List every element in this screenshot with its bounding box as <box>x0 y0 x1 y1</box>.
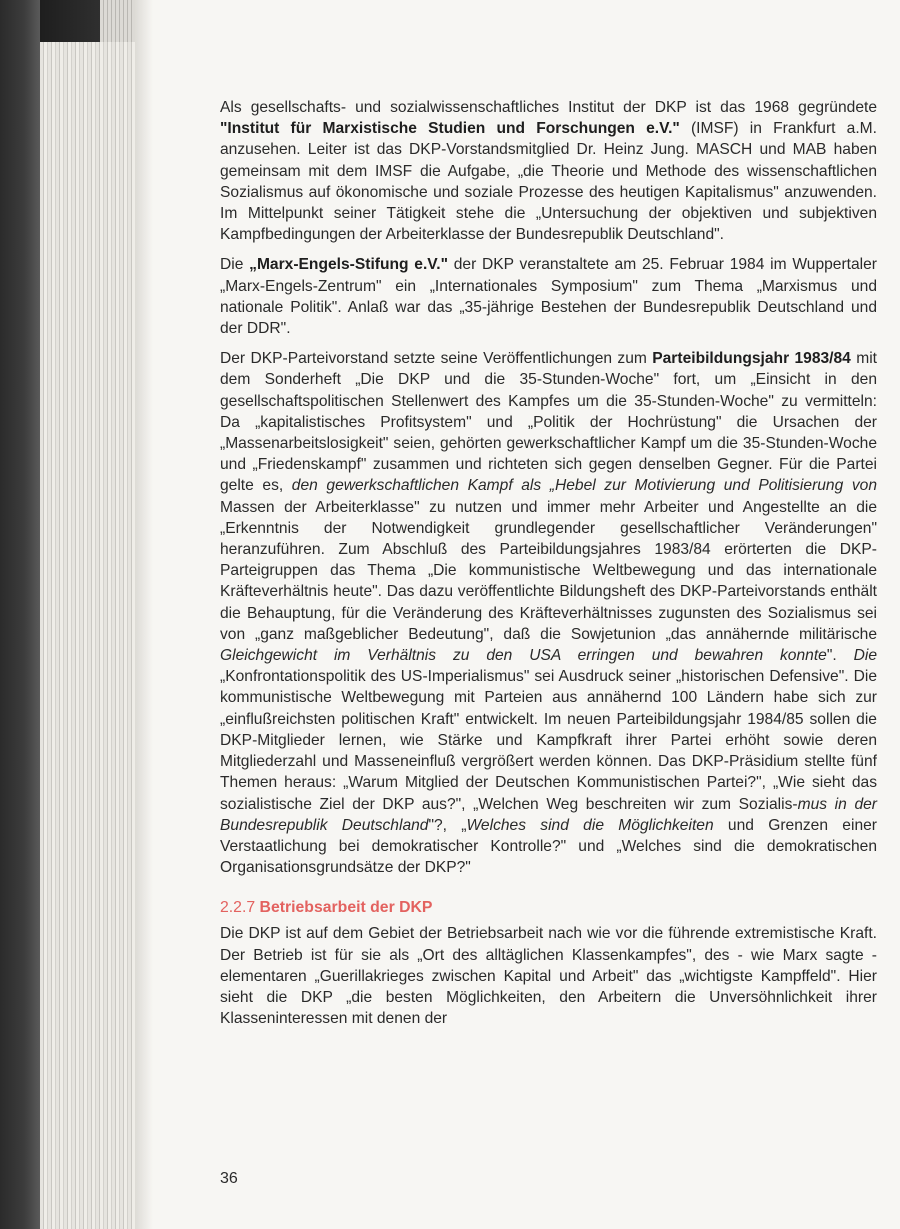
italic-run: den gewerkschaftlichen Kampf als „Hebel zur Motivierung und Politisierung von <box>291 477 878 495</box>
stacked-page-edges <box>40 42 135 1229</box>
italic-run: mus in der Bundesrepublik Deutschland <box>220 795 877 834</box>
text-run: (IMSF) in Frankfurt a.M. anzusehen. Leiter ist das DKP-Vorstandsmitglied Dr. Heinz Jung. MASCH und MAB haben gemeinsam mit dem IMSF die Aufgabe, „die Theorie und Methode des wissenschaftlichen Sozialismus auf ökonomische und soziale Prozesse des heutigen Kapitalismus" anzuwenden. Im Mittelpunkt seiner Tätigkeit stehe die „Untersuchung der objektiven und subjektiven Kampfbedingungen der Arbeiterklasse der Bundesrepublik Deutschland". <box>220 120 877 244</box>
text-run: „Konfrontationspolitik des US-Imperialismus" sei Ausdruck seiner „historischen Defensive". Die kommunistische Weltbewegung mit Parteien aus annähernd 100 Ländern habe sich zur „einflußreichsten politischen Kraft" entwickelt. Im neuen Parteibildungsjahr 1984/85 sollen die DKP-Mitglieder lernen, wie Stärke und Kampfkraft ihrer Partei erhöht sowie deren Mitgliederzahl und Masseneinfluß vergrößert werden können. Das DKP-Präsidium stellte fünf Themen heraus: „Warum Mitglied der Deutschen Kommunistischen Partei?", „Wie sieht das sozialistische Ziel der DKP aus?", „Welchen Weg beschreiten wir zum Sozialis- <box>220 668 877 813</box>
text-run: mit dem Sonderheft „Die DKP und die 35-Stunden-Woche" fort, um „Einsicht in den gesellschaftspolitischen Stellenwert des Kampfes um die 35-Stunden-Woche" zu vermitteln: Da „kapitalistisches Profitsystem" und „Politik der Hochrüstung" die Ursachen der „Massenarbeitslosigkeit" seien, gehörten gewerkschaftlicher Kampf um die 35-Stunden-Woche und „Friedenskampf" zusammen und richteten sich gegen denselben Gegner. Für die Partei gelte es, <box>220 350 877 495</box>
text-run: ". <box>826 647 854 665</box>
paragraph-marx-engels-stiftung <box>220 254 877 339</box>
italic-run: Gleichgewicht im Verhältnis zu den USA erringen und bewahren konnte <box>220 647 827 665</box>
institute-name: "Institut für Marxistische Studien und Forschungen e.V." <box>220 120 680 138</box>
text-run: und Grenzen einer Verstaatlichung bei demokratischer Kontrolle?" und „Welches sind die demokratischen Organisationsgrundsätze der DKP?" <box>220 816 877 877</box>
section-number: 2.2.7 <box>220 899 256 917</box>
text-run: "?, „ <box>428 816 467 834</box>
text-run: Massen der Arbeiterklasse" zu nutzen und immer mehr Arbeiter und Angestellte an die „Erkenntnis der Notwendigkeit grundlegender gesellschaftlicher Veränderungen" heranzuführen. Zum Abschluß des Parteibildungsjahres 1983/84 erörterten die DKP-Parteigruppen das Thema „Die kommunistische Weltbewegung und das internationale Kräfteverhältnis heute". Das dazu veröffentlichte Bildungsheft des DKP-Parteivorstands enthält die Behauptung, für die Veränderung des Kräfteverhältnisses zugunsten des Sozialismus sei von „ganz maßgeblicher Bedeutung", daß die Sowjetunion „das annähernde militärische <box>220 498 877 643</box>
italic-run: Welches sind die Möglichkeiten <box>466 816 714 834</box>
stacked-page-edges-top <box>100 0 135 42</box>
section-heading <box>220 897 877 918</box>
page-body <box>220 97 877 1038</box>
text-run: Die <box>220 256 250 274</box>
paragraph-parteibildungsjahr <box>220 348 877 878</box>
page-gutter <box>135 0 153 1229</box>
text-run: Als gesellschafts- und sozialwissenschaftliches Institut der DKP ist das 1968 gegründete <box>220 99 877 116</box>
text-run: der DKP veranstaltete am 25. Februar 1984 im Wuppertaler „Marx-Engels-Zentrum" ein „Internationales Symposium" zum Thema „Marxismus und nationale Politik". Anlaß war das „35-jährige Bestehen der Bundesrepublik Deutschland und der DDR". <box>220 256 877 338</box>
section-title: Betriebsarbeit der DKP <box>259 899 433 917</box>
italic-run: Die <box>853 647 877 665</box>
paragraph-imsf <box>220 97 877 245</box>
text-run: Der DKP-Parteivorstand setzte seine Veröffentlichungen zum <box>220 350 653 368</box>
book-binding-top-shadow <box>40 0 100 42</box>
page-number: 36 <box>220 1170 238 1187</box>
foundation-name: „Marx-Engels-Stifung e.V." <box>249 256 448 274</box>
bold-term: Parteibildungsjahr 1983/84 <box>652 350 851 368</box>
book-binding-shadow <box>0 0 40 1229</box>
paragraph-betriebsarbeit: Die DKP ist auf dem Gebiet der Betriebsarbeit nach wie vor die führende extremistische Kraft. Der Betrieb ist für sie als „Ort des alltäglichen Klassenkampfes", des - wie Marx sagte - elementaren „Guerillakrieges zwischen Kapital und Arbeit" das „wichtigste Kampffeld". Hier sieht die DKP „die besten Möglichkeiten, den Arbeitern die Unversöhnlichkeit ihrer Klasseninteressen mit denen der <box>220 925 877 1028</box>
